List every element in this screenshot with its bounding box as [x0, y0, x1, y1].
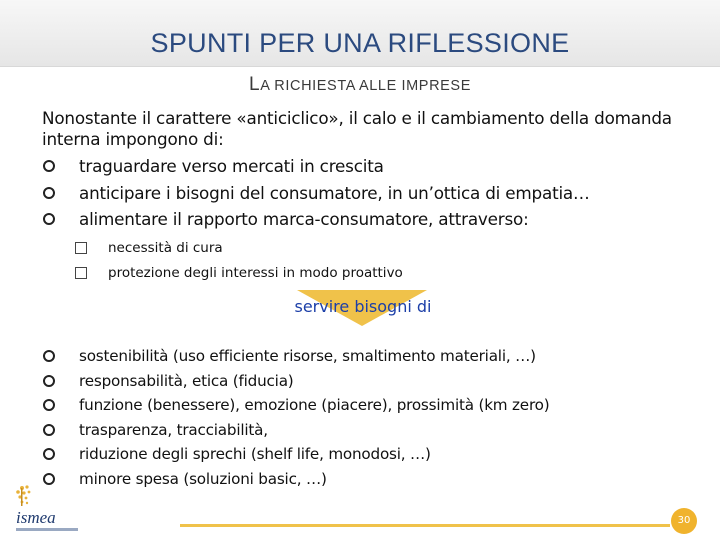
slide-subtitle: [0, 74, 720, 96]
list-item: [42, 393, 549, 418]
ring-bullet-icon: [43, 448, 55, 460]
subtitle-first-letter: L: [249, 74, 261, 95]
ring-bullet-icon: [43, 187, 55, 199]
bullet-text: traguardare verso mercati in crescita: [79, 156, 384, 176]
list-item: [75, 236, 403, 261]
checkbox-bullet-icon: [75, 242, 87, 254]
list-item: [42, 467, 549, 492]
page-number-badge: 30: [671, 508, 697, 534]
ring-bullet-icon: [43, 424, 55, 436]
need-text: funzione (benessere), emozione (piacere), prossimità (km zero): [79, 396, 550, 414]
needs-list: [42, 344, 549, 491]
slide-title: SPUNTI PER UNA RIFLESSIONE: [150, 28, 570, 58]
ring-bullet-icon: [43, 375, 55, 387]
sub-bullet-text: protezione degli interessi in modo proattivo: [108, 264, 403, 281]
need-text: responsabilità, etica (fiducia): [79, 371, 294, 390]
sub-bullet-list: [75, 236, 403, 285]
list-item: [75, 261, 403, 286]
slide-header: [0, 0, 720, 67]
ring-bullet-icon: [43, 213, 55, 225]
list-item: [42, 442, 549, 467]
subtitle-rest: A RICHIESTA ALLE IMPRESE: [260, 78, 471, 94]
need-text: riduzione degli sprechi (shelf life, monodosi, …): [79, 445, 431, 463]
need-text: minore spesa (soluzioni basic, …): [79, 469, 327, 488]
main-bullet-list: [42, 153, 590, 233]
logo-underline: [16, 528, 78, 531]
list-item: [42, 206, 590, 233]
need-text: sostenibilità (uso efficiente risorse, smaltimento materiali, …): [79, 347, 536, 365]
intro-paragraph: Nonostante il carattere «anticiclico», il calo e il cambiamento della domanda interna impongono di:: [42, 108, 672, 149]
ring-bullet-icon: [43, 350, 55, 362]
bullet-text: alimentare il rapporto marca-consumatore, attraverso:: [79, 209, 529, 229]
checkbox-bullet-icon: [75, 267, 87, 279]
footer-divider: [180, 524, 670, 527]
ring-bullet-icon: [43, 399, 55, 411]
list-item: [42, 418, 549, 443]
need-text: trasparenza, tracciabilità,: [79, 420, 268, 439]
bullet-text: anticipare i bisogni del consumatore, in un’ottica di empatia…: [79, 182, 590, 203]
list-item: [42, 180, 590, 207]
ring-bullet-icon: [43, 160, 55, 172]
list-item: [42, 153, 590, 180]
list-item: [42, 344, 549, 369]
list-item: [42, 369, 549, 394]
logo-text: ismea: [16, 508, 56, 527]
ring-bullet-icon: [43, 473, 55, 485]
arrow-label: servire bisogni di: [294, 297, 432, 316]
sub-bullet-text: necessità di cura: [108, 240, 223, 256]
